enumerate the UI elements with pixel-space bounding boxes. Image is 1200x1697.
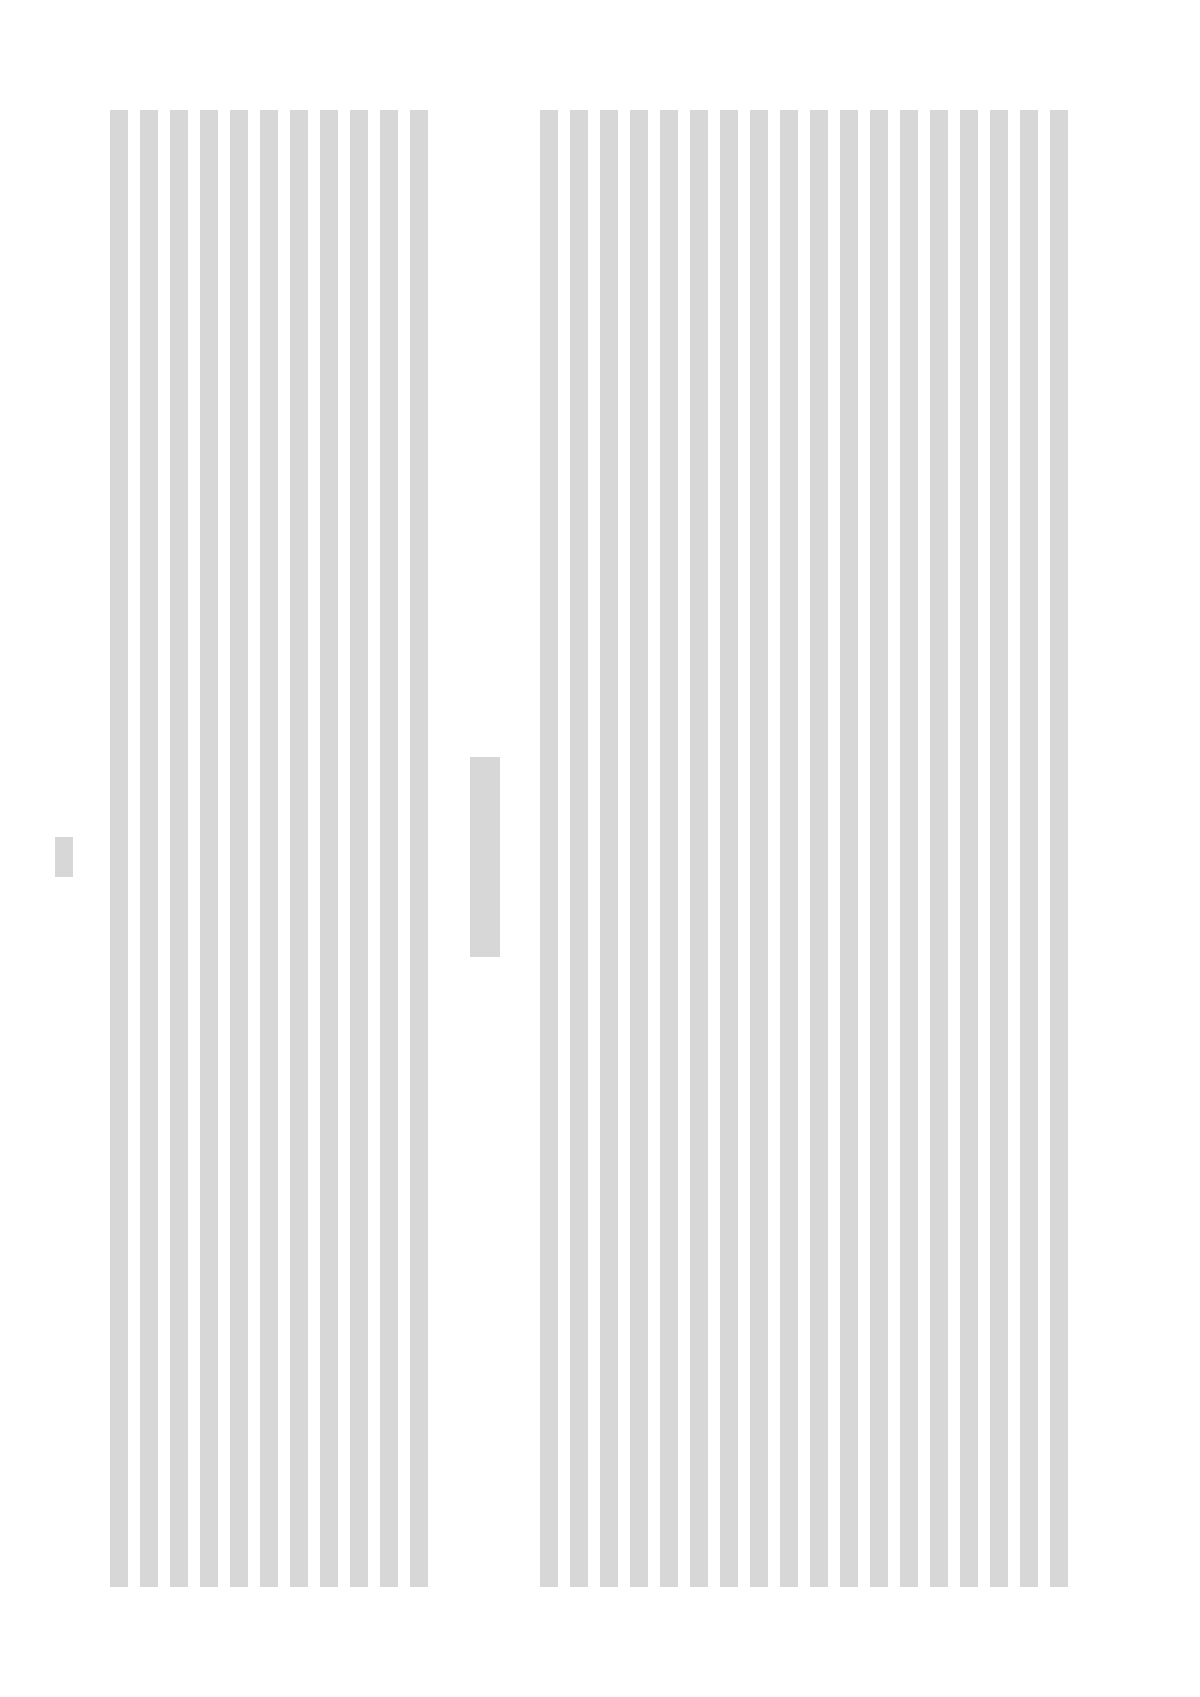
text-line [1050,110,1068,1587]
text-line [840,110,858,1587]
text-line [200,110,218,1587]
text-line [410,110,428,1587]
text-line [380,110,398,1587]
text-line [140,110,158,1587]
text-line [600,110,618,1587]
text-line [810,110,828,1587]
formula [470,757,500,957]
text-line [990,110,1008,1587]
text-line [350,110,368,1587]
text-line [750,110,768,1587]
text-line [170,110,188,1587]
text-line [110,110,128,1587]
text-line [930,110,948,1587]
text-line [290,110,308,1587]
text-line [960,110,978,1587]
text-line [1020,110,1038,1587]
text-line [320,110,338,1587]
text-line [260,110,278,1587]
text-line [570,110,588,1587]
text-line [870,110,888,1587]
text-line [540,110,558,1587]
text-line [720,110,738,1587]
text-line [230,110,248,1587]
text-line [660,110,678,1587]
text-line [900,110,918,1587]
page-number [55,837,73,877]
text-line [690,110,708,1587]
text-line [630,110,648,1587]
text-line [780,110,798,1587]
